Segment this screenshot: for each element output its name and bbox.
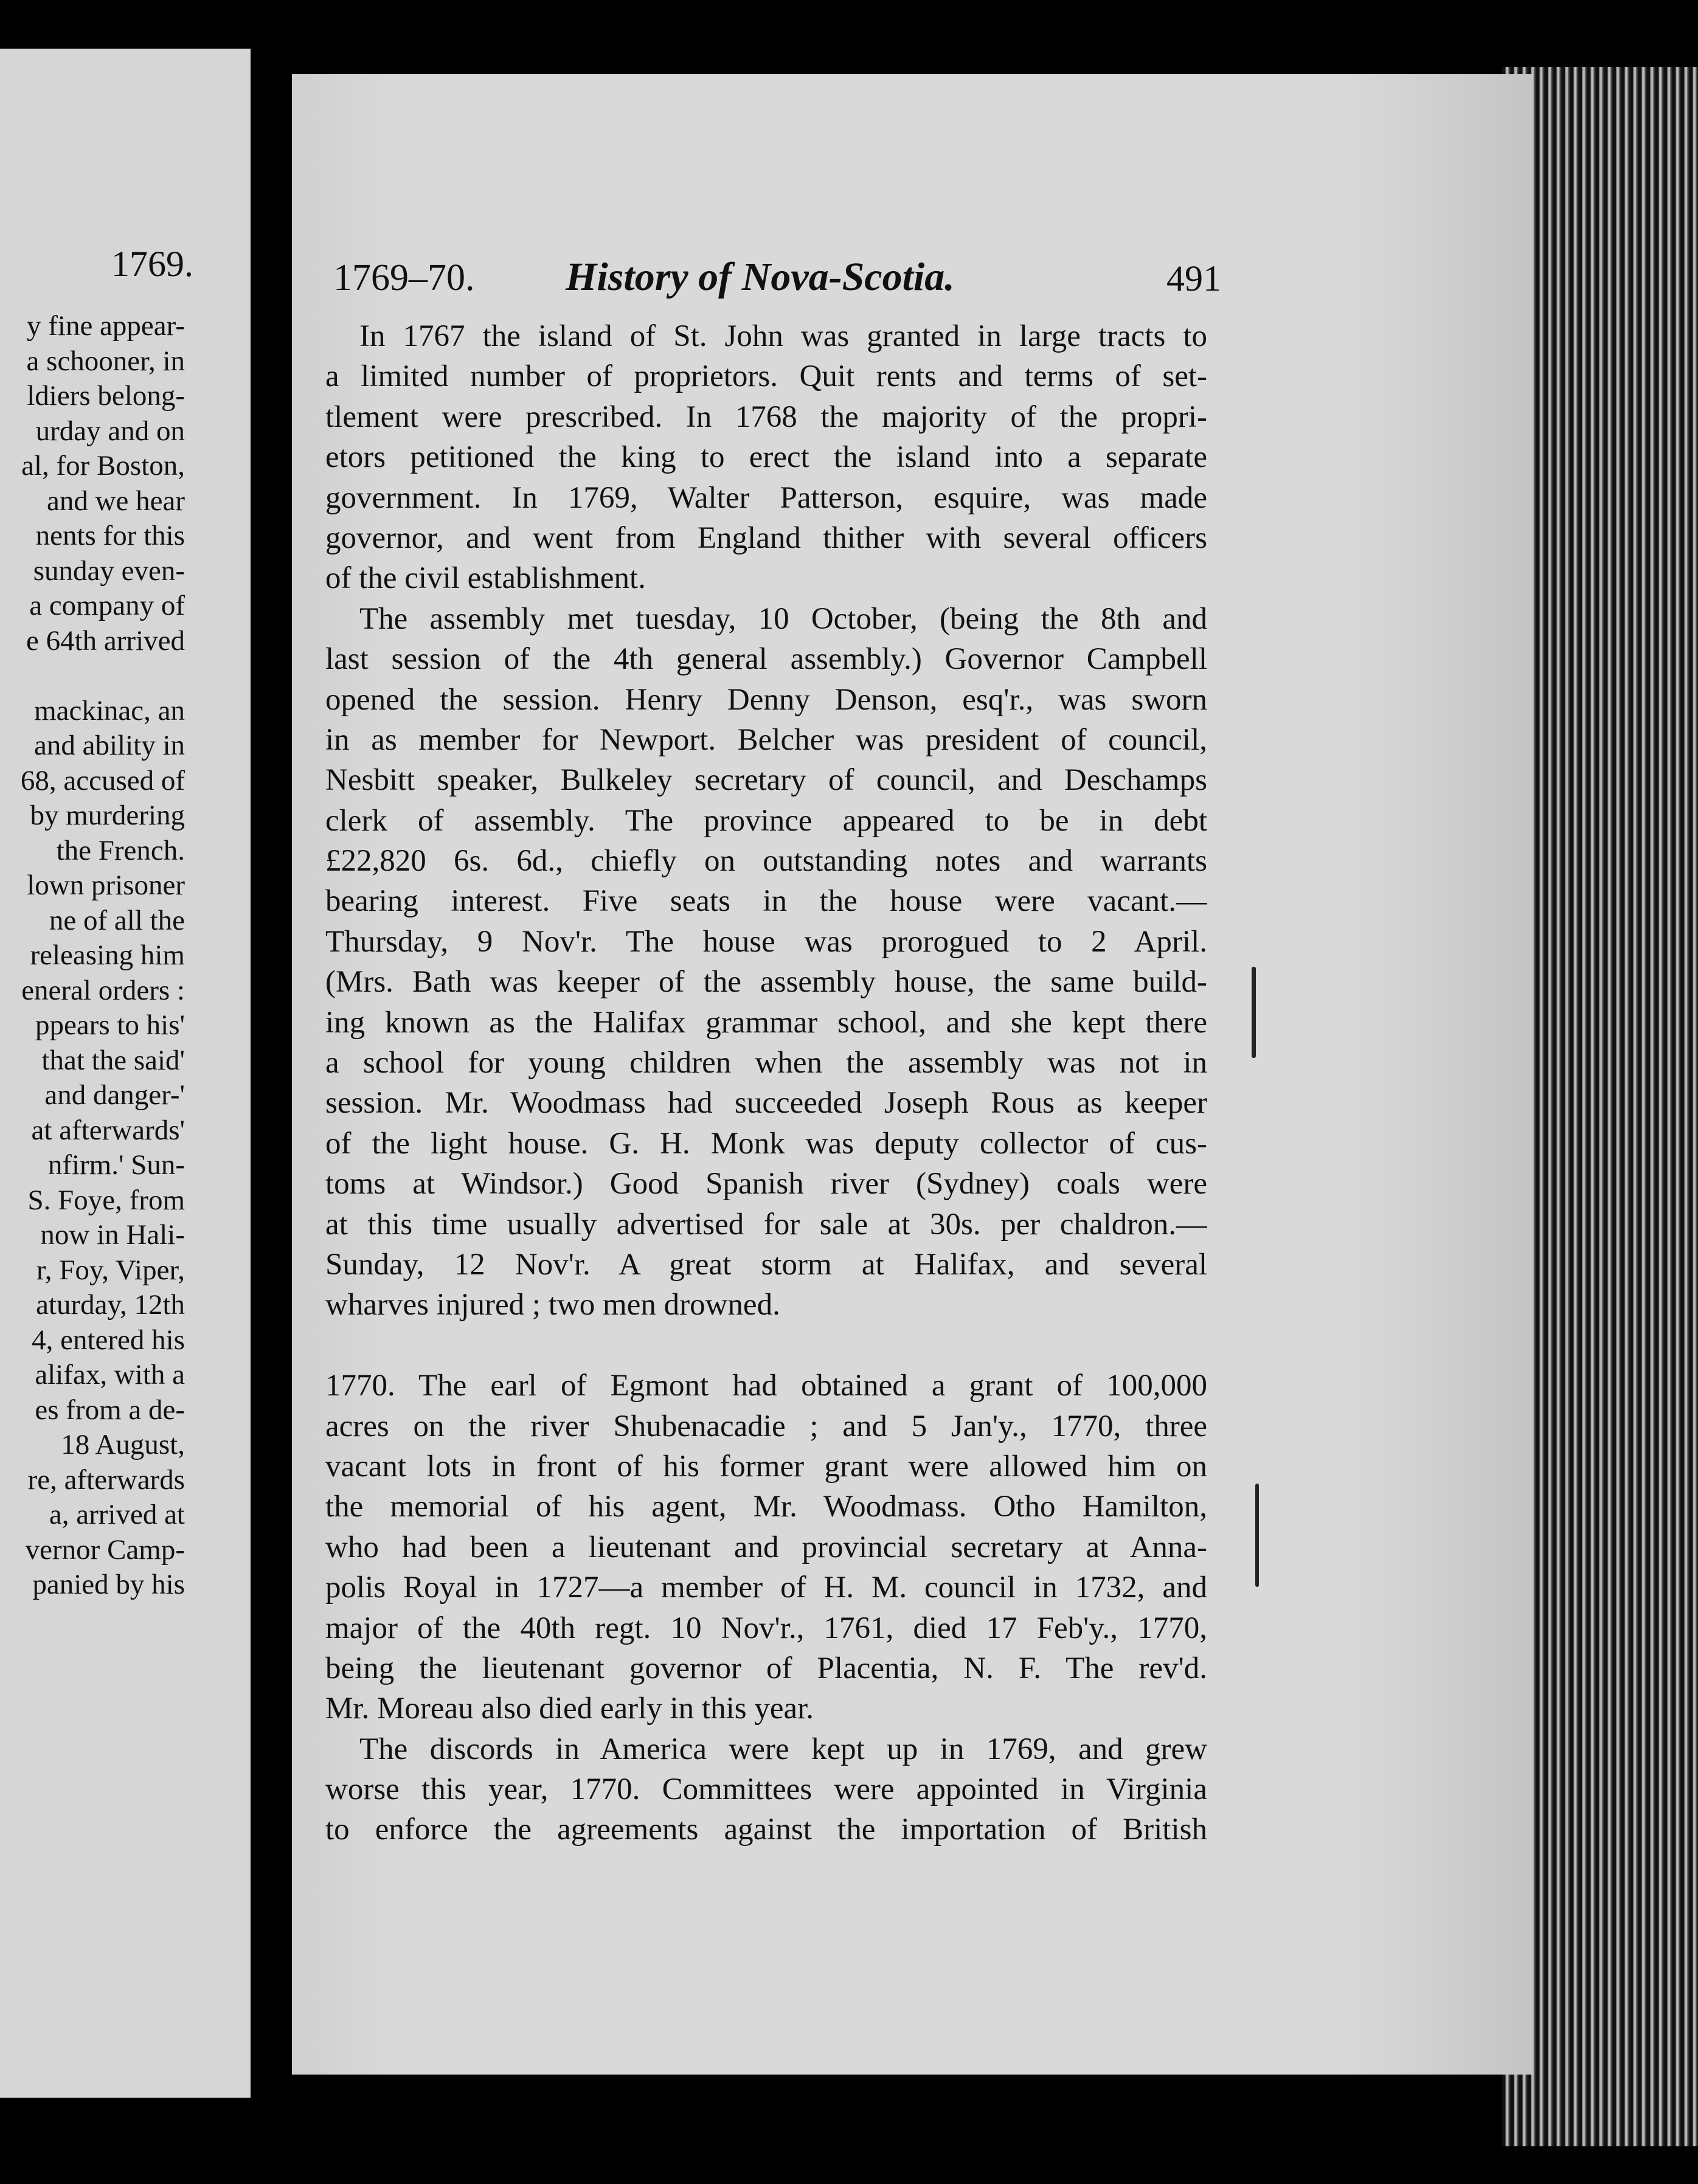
page-number: 491 [1166,258,1221,299]
text-line: governor, and went from England thither with several officers [325,520,1207,555]
text-line: who had been a lieutenant and provincial secretary at Anna- [325,1530,1207,1564]
previous-page-line: at afterwards' [31,1114,185,1146]
previous-page-line: es from a de- [35,1394,185,1426]
previous-page-line: r, Foy, Viper, [36,1254,185,1286]
previous-page-line: 68, accused of [20,764,185,797]
previous-page-line: vernor Camp- [25,1533,185,1566]
text-line: last session of the 4th general assembly.) Governor Campbell [325,642,1207,677]
paragraph [325,1366,1207,1729]
text-line: 1770. The earl of Egmont had obtained a grant of 100,000 [325,1369,1207,1403]
previous-page-line: aturday, 12th [36,1289,185,1321]
previous-page-line: 4, entered his [32,1324,185,1356]
previous-page-line: mackinac, an [34,694,185,727]
previous-page-line: by murdering [30,800,185,831]
previous-page-line: alifax, with a [35,1359,185,1391]
running-head [333,252,1221,306]
paragraph [325,316,1207,599]
section-gap [325,1325,1207,1366]
text-line: clerk of assembly. The province appeared to be in debt [325,803,1207,838]
text-line: acres on the river Shubenacadie ; and 5 Jan'y., 1770, three [325,1409,1207,1443]
text-line: in as member for Newport. Belcher was president of council, [325,722,1207,757]
text-line: to enforce the agreements against the importation of British [325,1813,1207,1847]
previous-page-line: the French. [56,834,185,866]
previous-page-line: nfirm.' Sun- [47,1149,185,1181]
previous-page-line: y fine appear- [26,310,185,342]
previous-page-line: releasing him [30,939,185,971]
previous-page-line: and we hear [46,485,185,517]
previous-page-line: a schooner, in [26,345,185,377]
text-line: the memorial of his agent, Mr. Woodmass. Otho Hamilton, [325,1490,1207,1524]
text-line: etors petitioned the king to erect the island into a separate [325,440,1207,475]
text-line: bearing interest. Five seats in the house were vacant.— [325,884,1207,919]
previous-page-line: urday and on [35,415,185,447]
previous-page-line: ppears to his' [35,1009,185,1041]
text-line: of the light house. G. H. Monk was deputy collector of cus- [325,1126,1207,1161]
paragraph [325,1729,1207,1850]
previous-page-line: sunday even- [33,555,185,587]
previous-page-line: al, for Boston, [21,450,185,482]
text-line: a limited number of proprietors. Quit rents and terms of set- [325,359,1207,394]
previous-page-line: now in Hali- [40,1219,185,1251]
text-line: major of the 40th regt. 10 Nov'r., 1761, died 17 Feb'y., 1770, [325,1611,1207,1645]
margin-mark [1255,1484,1259,1587]
previous-page-line: re, afterwards [27,1463,185,1496]
text-line: a school for young children when the assembly was not in [325,1046,1207,1080]
page-body [325,316,1207,1850]
text-line: opened the session. Henry Denny Denson, esq'r., was sworn [325,682,1207,717]
text-line: government. In 1769, Walter Patterson, esquire, was made [325,480,1207,515]
previous-page-line: a company of [29,590,185,621]
text-line: Thursday, 9 Nov'r. The house was prorogued to 2 April. [325,924,1207,959]
text-line: Sunday, 12 Nov'r. A great storm at Halifax, and several [325,1247,1207,1282]
previous-page-line: S. Foye, from [27,1184,185,1216]
previous-page-line: ldiers belong- [27,380,185,412]
text-line: £22,820 6s. 6d., chiefly on outstanding notes and warrants [325,844,1207,879]
header-title: History of Nova-Scotia. [566,255,955,299]
text-line: Mr. Moreau also died early in this year. [325,1692,814,1726]
previous-page-line: a, arrived at [49,1499,185,1530]
previous-page-line: ne of all the [49,904,185,936]
previous-page [0,49,251,2098]
previous-page-line: nents for this [35,520,185,551]
previous-page-line: panied by his [32,1569,185,1600]
text-line: being the lieutenant governor of Placentia, N. F. The rev'd. [325,1651,1207,1685]
margin-mark [1252,967,1256,1058]
text-line: toms at Windsor.) Good Spanish river (Sydney) coals were [325,1167,1207,1201]
text-line: The discords in America were kept up in 1769, and grew [359,1732,1207,1766]
text-line: polis Royal in 1727—a member of H. M. council in 1732, and [325,1571,1207,1605]
previous-page-line: 18 August, [61,1429,185,1460]
text-line: vacant lots in front of his former grant were allowed him on [325,1449,1207,1484]
text-line: (Mrs. Bath was keeper of the assembly house, the same build- [325,965,1207,1000]
text-line: Nesbitt speaker, Bulkeley secretary of council, and Deschamps [325,763,1207,798]
header-year: 1769–70. [333,257,475,299]
text-line: of the civil establishment. [325,561,646,596]
previous-page-line: e 64th arrived [26,624,185,657]
paragraph [325,599,1207,1325]
previous-page-header: 1769. [111,244,193,284]
text-line: at this time usually advertised for sale at 30s. per chaldron.— [325,1207,1207,1242]
previous-page-line: lown prisoner [27,869,185,901]
text-line: ing known as the Halifax grammar school, and she kept there [325,1005,1207,1040]
previous-page-line: that the said' [41,1044,185,1076]
previous-page-line: eneral orders : [21,974,185,1006]
text-line: tlement were prescribed. In 1768 the majority of the propri- [325,399,1207,434]
previous-page-line: and ability in [33,730,185,761]
previous-page-line: and danger-' [44,1079,185,1111]
text-line: session. Mr. Woodmass had succeeded Joseph Rous as keeper [325,1086,1207,1121]
text-line: wharves injured ; two men drowned. [325,1288,780,1322]
text-line: In 1767 the island of St. John was granted in large tracts to [359,319,1207,353]
text-line: The assembly met tuesday, 10 October, (being the 8th and [359,601,1207,636]
text-line: worse this year, 1770. Committees were appointed in Virginia [325,1772,1207,1807]
